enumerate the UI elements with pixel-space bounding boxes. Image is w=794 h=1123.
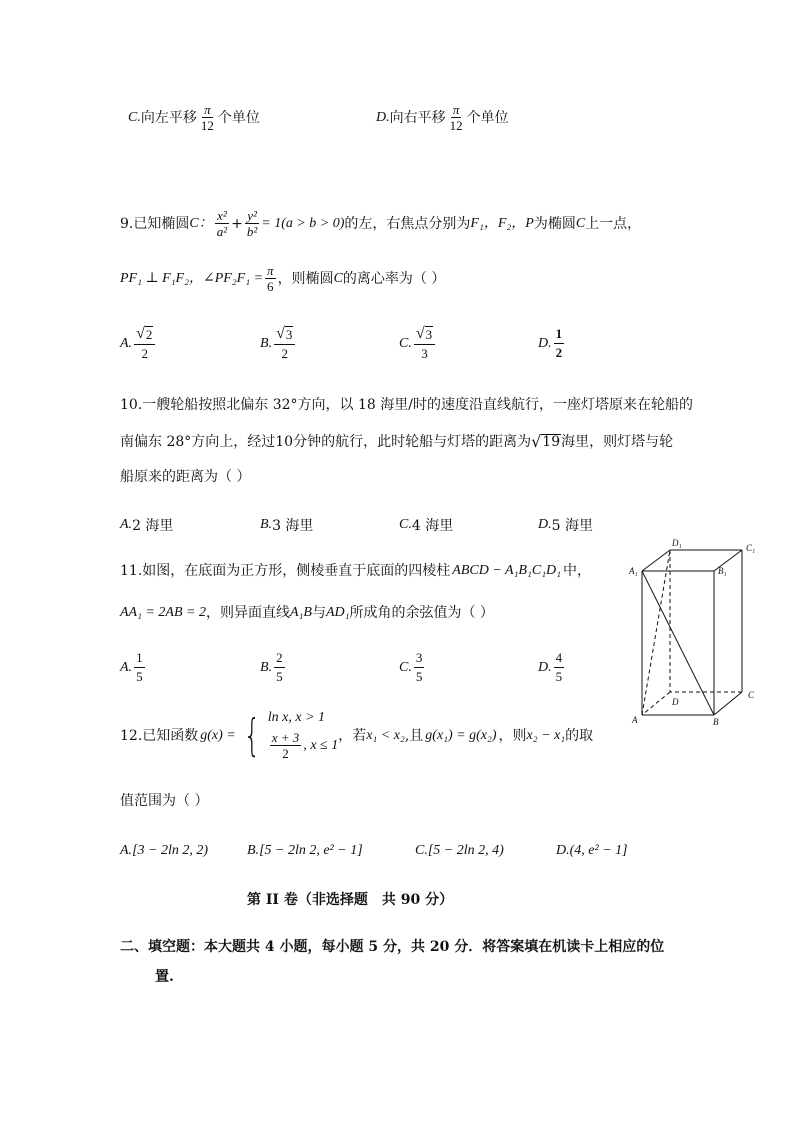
text: ，则 bbox=[498, 727, 527, 744]
option-text: [3 − 2ln 2, 2) bbox=[132, 843, 209, 858]
denominator: 5 bbox=[555, 669, 563, 684]
text: 南偏东 28°方向上，经过10分钟的航行，此时轮船与灯塔的距离为 bbox=[120, 434, 532, 450]
option-label: A. bbox=[120, 336, 133, 351]
numerator: 1 bbox=[554, 326, 565, 344]
text: 上一点， bbox=[585, 215, 642, 232]
text: ，则椭圆 bbox=[277, 270, 334, 287]
radicand: 2 bbox=[145, 327, 153, 342]
denominator: 2 bbox=[282, 746, 289, 761]
fraction bbox=[274, 326, 295, 362]
denominator: 5 bbox=[276, 669, 283, 684]
label-C: C bbox=[748, 690, 755, 700]
fraction bbox=[274, 650, 285, 685]
option-text: (4, e² − 1] bbox=[569, 843, 628, 858]
text: 中， bbox=[563, 563, 592, 579]
fraction bbox=[554, 326, 565, 361]
option-label: B. bbox=[247, 843, 260, 858]
option-label: D. bbox=[538, 659, 552, 675]
q8-option-c bbox=[128, 103, 260, 132]
option-label: B. bbox=[260, 336, 273, 351]
text: ，则异面直线 bbox=[205, 605, 290, 621]
sqrt: √ 2 bbox=[136, 325, 153, 342]
text: 海里，则灯塔与轮 bbox=[561, 434, 674, 450]
option-suffix: 个单位 bbox=[217, 109, 260, 126]
option-text: 向右平移 bbox=[389, 109, 446, 126]
numerator: 4 bbox=[554, 650, 565, 668]
denominator: 2 bbox=[281, 346, 288, 361]
option-label: C. bbox=[415, 843, 428, 858]
denominator: 2 bbox=[141, 346, 148, 361]
sqrt: √ 19 bbox=[531, 432, 561, 451]
numerator: 3 bbox=[414, 650, 425, 668]
label-A1: A₁ bbox=[629, 566, 638, 576]
text: ,且 bbox=[404, 727, 424, 744]
math: g(x₁) = g(x₂) bbox=[425, 727, 497, 743]
edge-D1A1 bbox=[642, 550, 670, 571]
option-suffix: 个单位 bbox=[466, 109, 509, 126]
option-label: D. bbox=[538, 335, 552, 351]
label-C1: C₁ bbox=[746, 543, 756, 553]
text: 已知椭圆 bbox=[133, 215, 190, 232]
text: 的取 bbox=[565, 727, 594, 744]
fraction bbox=[134, 650, 145, 685]
text: 与 bbox=[311, 605, 326, 621]
denominator: 5 bbox=[415, 669, 423, 684]
q11-line1 bbox=[120, 564, 591, 578]
q12-option-d bbox=[556, 843, 628, 859]
numerator: y² bbox=[247, 208, 257, 223]
numerator: 1 bbox=[134, 650, 145, 668]
q8-option-d bbox=[376, 103, 509, 132]
q10-option-d bbox=[538, 515, 593, 535]
condition: , x ≤ 1 bbox=[303, 737, 339, 753]
option-text: 4 海里 bbox=[411, 518, 454, 534]
text: 为椭圆 bbox=[533, 215, 576, 232]
option-label: A. bbox=[120, 843, 133, 858]
q10-option-c bbox=[399, 515, 453, 535]
section-heading-line1: 二、填空题：本大题共 4 小题，每小题 5 分，共 20 分．将答案填在机读卡上相应的位 bbox=[120, 939, 665, 955]
fraction bbox=[270, 731, 302, 760]
math: x₂ − x₁ bbox=[526, 727, 566, 743]
option-label: A. bbox=[120, 659, 133, 675]
segment-A1B bbox=[642, 571, 714, 715]
q11-option-d bbox=[538, 650, 566, 685]
text: ，若 bbox=[338, 727, 367, 744]
part2-heading: 第 II 卷（非选择题 共 90 分） bbox=[247, 892, 454, 908]
denominator: 6 bbox=[267, 279, 274, 294]
segment-AD1 bbox=[642, 550, 670, 715]
q10-option-a bbox=[120, 515, 173, 535]
math: ABCD − A₁B₁C₁D₁ bbox=[452, 563, 562, 578]
piecewise bbox=[268, 711, 338, 760]
fraction-pi-6 bbox=[265, 264, 276, 293]
q9-option-d bbox=[538, 326, 566, 361]
q11-option-a bbox=[120, 650, 147, 685]
option-label: D. bbox=[376, 109, 390, 125]
q9-line2 bbox=[120, 264, 445, 293]
math: AA₁ = 2AB = 2 bbox=[120, 605, 206, 620]
q9-option-b bbox=[260, 326, 297, 362]
math: P bbox=[525, 215, 534, 231]
math: g(x) = bbox=[200, 727, 236, 743]
option-label: B. bbox=[260, 517, 273, 532]
q12-line1 bbox=[120, 711, 593, 760]
option-label: B. bbox=[260, 659, 273, 675]
option-label: C. bbox=[128, 109, 141, 125]
numerator: x² bbox=[217, 208, 227, 223]
radicand: 3 bbox=[285, 327, 293, 342]
fraction bbox=[414, 326, 435, 362]
q12-option-a bbox=[120, 843, 208, 859]
option-text: [5 − 2ln 2, 4) bbox=[427, 843, 504, 858]
option-text: 5 海里 bbox=[551, 518, 593, 534]
math: = 1(a > b > 0) bbox=[261, 215, 345, 231]
case-2 bbox=[268, 731, 338, 760]
case-1: ln x, x > 1 bbox=[267, 710, 326, 725]
fraction-y2-b2 bbox=[245, 209, 259, 238]
text: 12.已知函数 bbox=[120, 727, 199, 744]
radicand: 3 bbox=[425, 327, 433, 342]
text: 11.如图，在底面为正方形，侧棱垂直于底面的四棱柱 bbox=[120, 563, 451, 579]
math: PF₁ ⊥ F₁F₂，∠PF₂F₁ = bbox=[120, 270, 264, 286]
label-A: A bbox=[632, 715, 638, 725]
q10-line2 bbox=[120, 434, 673, 450]
denominator: 3 bbox=[421, 346, 428, 361]
q11-line2 bbox=[120, 606, 494, 620]
option-label: D. bbox=[556, 843, 570, 858]
q9-option-a bbox=[120, 326, 157, 362]
section-heading-line2: 置. bbox=[155, 969, 174, 985]
text: 所成角的余弦值为（ ） bbox=[349, 605, 494, 621]
q12-option-b bbox=[247, 843, 363, 859]
math: C bbox=[333, 270, 343, 286]
fraction bbox=[199, 103, 216, 132]
fraction bbox=[554, 650, 565, 685]
math: C： bbox=[189, 215, 213, 231]
option-label: C. bbox=[399, 336, 412, 351]
edge-BC bbox=[714, 692, 742, 715]
numerator: π bbox=[452, 102, 460, 117]
q10-line3: 船原来的距离为（ ） bbox=[120, 469, 251, 485]
option-text: 3 海里 bbox=[272, 518, 314, 534]
text: 的离心率为（ ） bbox=[342, 270, 446, 287]
sqrt: √ 3 bbox=[415, 325, 433, 342]
denominator: 12 bbox=[200, 118, 214, 133]
math: F₁，F₂， bbox=[470, 215, 526, 231]
numerator: x + 3 bbox=[271, 730, 300, 745]
fraction bbox=[134, 326, 155, 362]
option-label: A. bbox=[120, 517, 133, 532]
math: C bbox=[575, 215, 586, 231]
q11-option-b bbox=[260, 650, 287, 685]
denominator: 5 bbox=[136, 669, 143, 684]
fraction bbox=[448, 103, 465, 132]
q12-line2: 值范围为（ ） bbox=[120, 793, 209, 809]
denominator: 2 bbox=[555, 345, 563, 360]
option-label: C. bbox=[399, 517, 412, 532]
fraction-x2-a2 bbox=[215, 209, 229, 238]
option-text: 2 海里 bbox=[132, 518, 174, 534]
prism-figure bbox=[628, 535, 768, 730]
text: 的左，右焦点分别为 bbox=[344, 215, 471, 232]
question-number: 9. bbox=[120, 215, 134, 232]
q10-option-b bbox=[260, 515, 313, 535]
q11-option-c bbox=[399, 650, 426, 685]
radicand: 19 bbox=[542, 434, 561, 450]
edge-DA bbox=[642, 692, 670, 715]
numerator: π bbox=[204, 102, 211, 117]
q9-line1: 9. 已知椭圆 C： $\frac{\text{x²}}{\text{a²}}$ + $\frac{\text{y²}}{\text{b²}}$ = 1(a > b > 0) 的左，右焦点分别为 F₁，F₂， P 为椭圆 C 上一点， bbox=[120, 208, 642, 239]
option-label: C. bbox=[399, 659, 412, 675]
label-D1: D₁ bbox=[672, 538, 682, 548]
brace: { bbox=[243, 709, 261, 761]
label-B1: B₁ bbox=[718, 566, 727, 576]
option-text: [5 − 2ln 2, e² − 1] bbox=[259, 843, 363, 858]
math: AD₁ bbox=[325, 605, 350, 620]
q9-option-c bbox=[399, 326, 437, 362]
numerator: 2 bbox=[274, 650, 285, 668]
math: A₁B bbox=[289, 605, 312, 620]
denominator: b² bbox=[246, 224, 258, 239]
math: x₁ < x₂ bbox=[366, 727, 405, 743]
q12-option-c bbox=[415, 843, 504, 859]
fraction bbox=[414, 650, 425, 685]
option-text: 向左平移 bbox=[140, 109, 197, 126]
option-label: D. bbox=[538, 517, 552, 532]
denominator: a² bbox=[216, 224, 228, 239]
label-D: D bbox=[672, 697, 679, 707]
sqrt: √ 3 bbox=[276, 325, 293, 342]
numerator: π bbox=[267, 263, 274, 278]
label-B: B bbox=[713, 717, 719, 727]
q10-line1: 10.一艘轮船按照北偏东 32°方向，以 18 海里/时的速度沿直线航行，一座灯塔原来在轮船的 bbox=[120, 397, 693, 413]
denominator: 12 bbox=[449, 118, 463, 133]
